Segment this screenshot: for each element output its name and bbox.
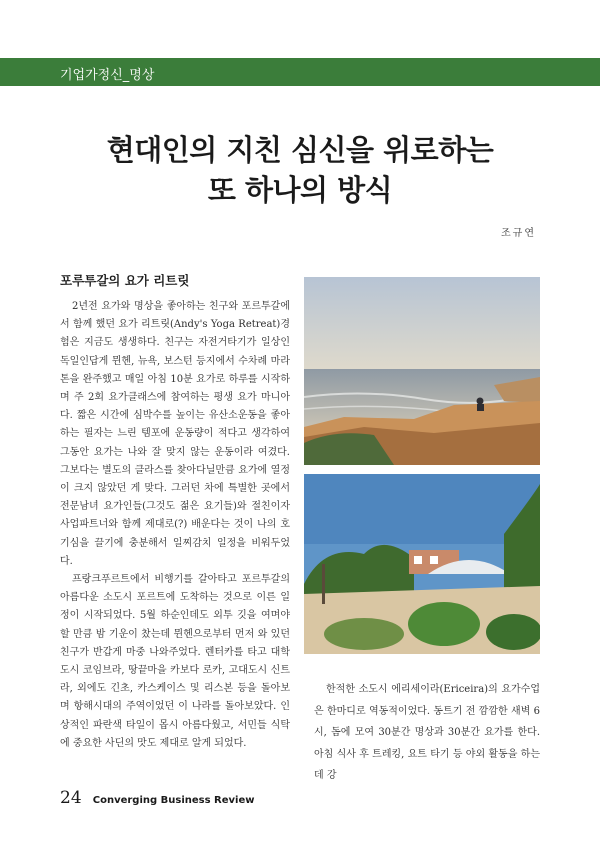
page-footer [60, 788, 255, 808]
title-line-2: 또 하나의 방식 [207, 173, 393, 207]
left-body-column [60, 298, 290, 753]
right-paragraph: 한적한 소도시 에리세이라(Ericeira)의 요가수업은 한마디로 역동적이었다. 동트기 전 깜깜한 새벽 6시, 돔에 모여 30분간 명상과 30분간 요가를 한다. 아침 식사 후 트레킹, 요트 타기 등 야외 활동을 하는데 강 [314, 684, 540, 781]
author-name: 조규연 [501, 228, 536, 239]
photo-garden-dome [304, 474, 540, 654]
body-paragraph-1: 2년전 요가와 명상을 좋아하는 친구와 포르투갈에서 함께 했던 요가 리트릿(Andy's Yoga Retreat)경험은 지금도 생생하다. 친구는 자전거타기가 일상인 독일인답게 뮌헨, 뉴욕, 보스턴 등지에서 수차례 마라톤을 완주했고 매일 아침 10분 요가로 하루를 시작하며 주 2회 요가클래스에 참여하는 평생 요가 마니아다. 짧은 시간에 심박수를 높이는 유산소운동을 좋아하는 필자는 느린 템포에 운동량이 적다고 생각하여 그동안 요가는 나와 잘 맞지 않는 운동이라 여겼다. 그보다는 별도의 클라스를 찾아다닐만큼 요가에 열정이 크지 않았던 게 맞다. 그러던 차에 특별한 곳에서 전문남녀 요가인들(그것도 젊은 요기들)와 절친이자 사업파트너와 함께 제대로(?) 배운다는 것이 나의 호기심을 끌기에 충분해서 일찌감치 일정을 비워두었다. [60, 301, 290, 567]
sub-heading: 포루투갈의 요가 리트릿 [60, 273, 190, 288]
title-line-1: 현대인의 지친 심신을 위로하는 [106, 133, 494, 167]
photo-coastal-yoga [304, 277, 540, 465]
section-tag-bar [0, 58, 600, 86]
body-paragraph-2: 프랑크푸르트에서 비행기를 갈아타고 포르투갈의 아름다운 소도시 포르트에 도착하는 것으로 이른 일정이 시작되었다. 5월 하순인데도 외투 깃을 여며야 할 만큼 밤 기운이 찼는데 뮌헨으로부터 먼저 와 있던 친구가 반갑게 마중 나와주었다. 렌터카를 타고 대학도시 코임브라, 땅끝마을 카보다 로카, 고대도시 신트라, 외에도 긴초, 카스케이스 및 리스본 등을 돌아보며 항해시대의 주역이었던 이 나라를 돌아보았다. 인상적인 파란색 타일이 몹시 아름다웠고, 서민들 식탁에 중요한 사딘의 맛도 제대로 알게 되었다. [60, 574, 290, 749]
publication-name: Converging Business Review [92, 795, 255, 806]
page-number: 24 [60, 788, 82, 808]
section-tag-label: 기업가정신_명상 [60, 68, 155, 83]
right-body-column [314, 679, 540, 787]
article-title [0, 130, 600, 210]
